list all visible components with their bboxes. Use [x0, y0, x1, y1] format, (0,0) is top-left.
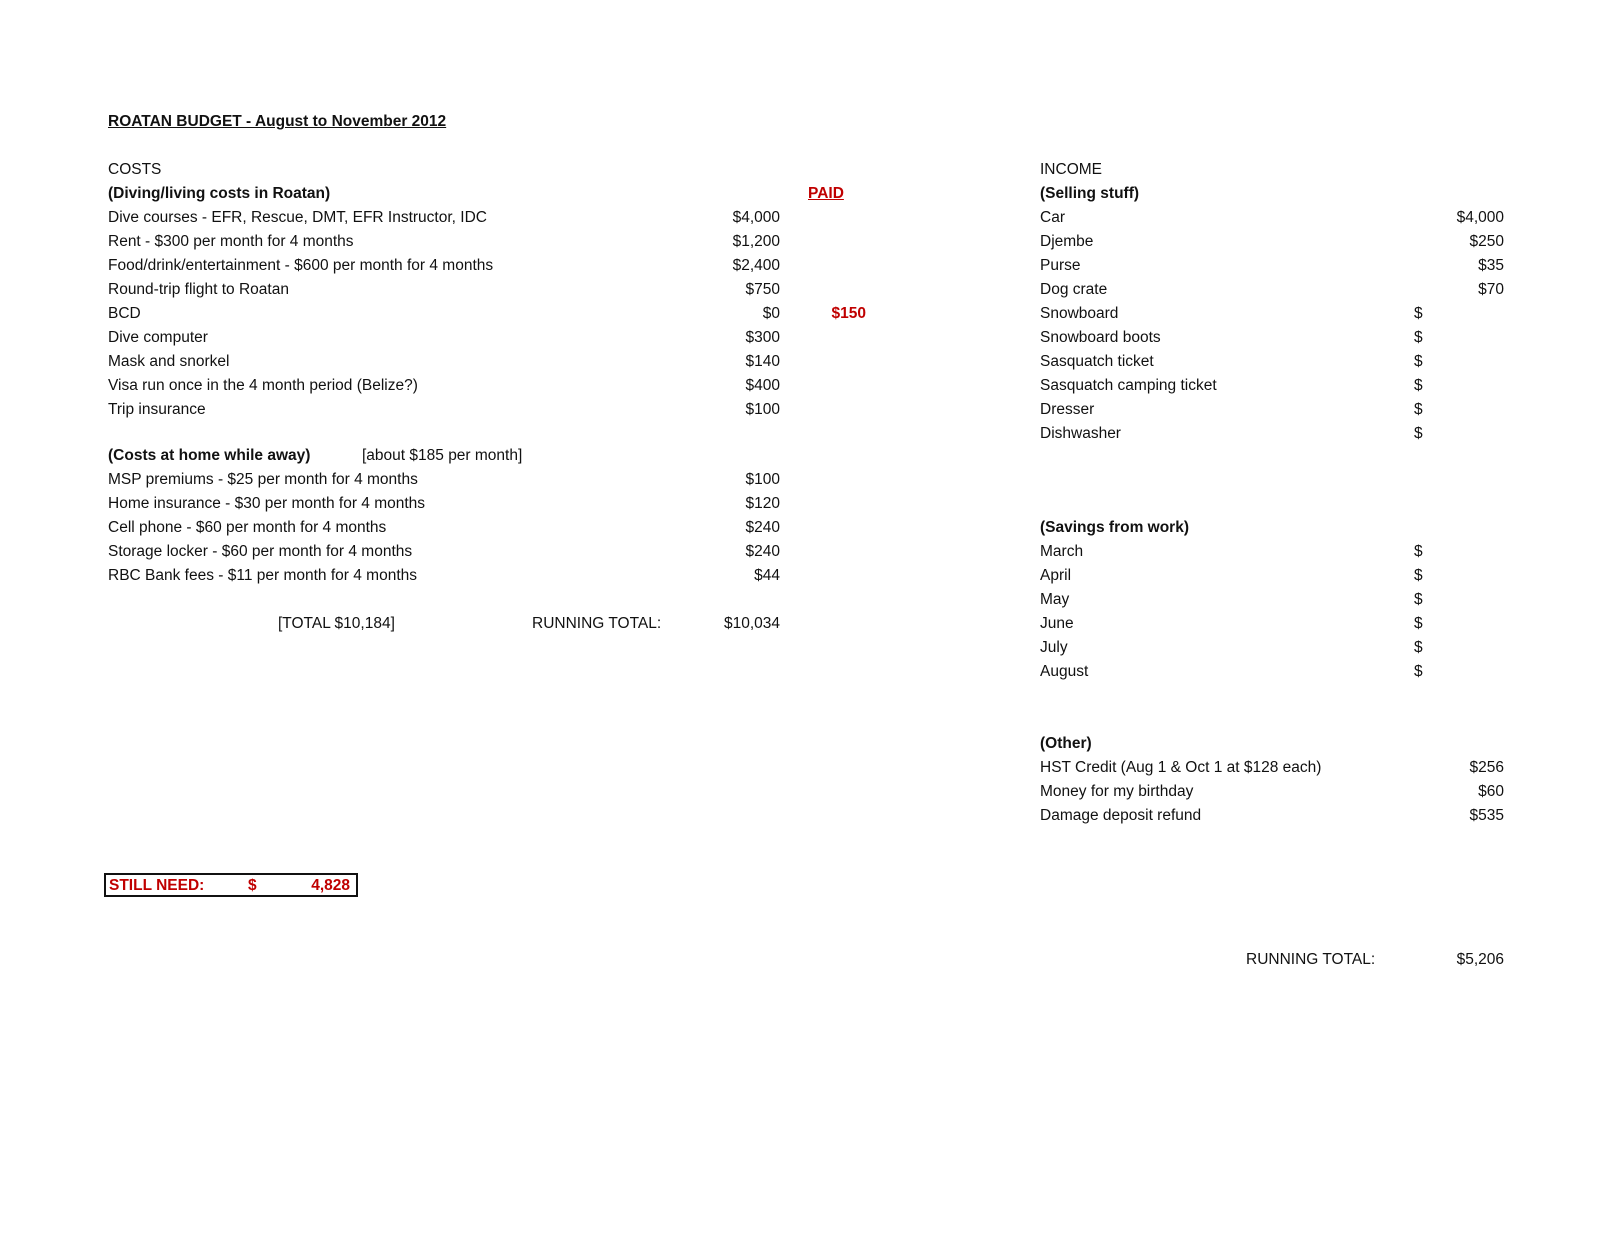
- cost-item-label: Rent - $300 per month for 4 months: [108, 233, 354, 250]
- savings-item-currency: $: [1414, 543, 1423, 560]
- cost-item-label: Cell phone - $60 per month for 4 months: [108, 519, 387, 536]
- still-need-box: [104, 873, 358, 897]
- cost-item-label: Mask and snorkel: [108, 353, 230, 370]
- income-item-label: Purse: [1040, 257, 1081, 274]
- still-need-currency: $: [248, 877, 257, 894]
- other-item-amount: $60: [1478, 783, 1504, 800]
- income-item-label: Dishwasher: [1040, 425, 1121, 442]
- still-need-label: STILL NEED:: [109, 877, 205, 894]
- cost-item-label: Storage locker - $60 per month for 4 months: [108, 543, 413, 560]
- cost-item-label: MSP premiums - $25 per month for 4 months: [108, 471, 418, 488]
- selling-section-heading: (Selling stuff): [1040, 185, 1140, 202]
- cost-item-label: RBC Bank fees - $11 per month for 4 months: [108, 567, 418, 584]
- other-item-label: HST Credit (Aug 1 & Oct 1 at $128 each): [1040, 759, 1322, 776]
- income-item-currency: $: [1414, 329, 1423, 346]
- savings-item-label: March: [1040, 543, 1084, 560]
- income-item-label: Sasquatch camping ticket: [1040, 377, 1217, 394]
- savings-item-currency: $: [1414, 663, 1423, 680]
- income-item-amount: $35: [1478, 257, 1504, 274]
- cost-item-amount: $300: [745, 329, 780, 346]
- income-item-label: Snowboard: [1040, 305, 1119, 322]
- income-item-label: Dresser: [1040, 401, 1095, 418]
- cost-item-label: BCD: [108, 305, 141, 322]
- cost-item-amount: $750: [745, 281, 780, 298]
- diving-section-heading: (Diving/living costs in Roatan): [108, 185, 331, 202]
- savings-item-currency: $: [1414, 567, 1423, 584]
- income-heading: INCOME: [1040, 161, 1102, 178]
- income-item-currency: $: [1414, 425, 1423, 442]
- income-running-total-label: RUNNING TOTAL:: [1246, 951, 1376, 968]
- income-item-label: Sasquatch ticket: [1040, 353, 1154, 370]
- cost-item-label: Trip insurance: [108, 401, 206, 418]
- cost-item-amount: $240: [745, 543, 780, 560]
- savings-item-currency: $: [1414, 639, 1423, 656]
- cost-item-label: Round-trip flight to Roatan: [108, 281, 289, 298]
- savings-item-label: June: [1040, 615, 1074, 632]
- savings-section-heading: (Savings from work): [1040, 519, 1189, 536]
- cost-item-amount: $0: [762, 305, 780, 322]
- cost-item-amount: $120: [745, 495, 780, 512]
- income-running-total-value: $5,206: [1456, 951, 1504, 968]
- cost-item-amount: $100: [745, 401, 780, 418]
- cost-item-amount: $2,400: [732, 257, 780, 274]
- cost-item-paid: $150: [831, 305, 866, 322]
- savings-item-label: April: [1040, 567, 1072, 584]
- income-item-amount: $4,000: [1456, 209, 1504, 226]
- cost-item-amount: $4,000: [732, 209, 780, 226]
- income-item-currency: $: [1414, 401, 1423, 418]
- income-item-label: Snowboard boots: [1040, 329, 1161, 346]
- page-title: ROATAN BUDGET - August to November 2012: [108, 113, 447, 130]
- cost-item-amount: $44: [754, 567, 780, 584]
- income-item-amount: $250: [1469, 233, 1504, 250]
- cost-item-amount: $240: [745, 519, 780, 536]
- paid-header: PAID: [808, 185, 844, 202]
- income-item-label: Dog crate: [1040, 281, 1108, 298]
- income-item-currency: $: [1414, 353, 1423, 370]
- savings-item-currency: $: [1414, 591, 1423, 608]
- still-need-value: 4,828: [311, 877, 350, 894]
- cost-item-amount: $400: [745, 377, 780, 394]
- income-item-label: Car: [1040, 209, 1065, 226]
- savings-item-label: July: [1040, 639, 1068, 656]
- income-item-label: Djembe: [1040, 233, 1094, 250]
- savings-item-label: August: [1040, 663, 1089, 680]
- other-item-label: Damage deposit refund: [1040, 807, 1202, 824]
- income-item-currency: $: [1414, 377, 1423, 394]
- cost-item-label: Food/drink/entertainment - $600 per month for 4 months: [108, 257, 494, 274]
- income-item-currency: $: [1414, 305, 1423, 322]
- cost-item-label: Home insurance - $30 per month for 4 months: [108, 495, 426, 512]
- cost-item-label: Visa run once in the 4 month period (Belize?): [108, 377, 418, 394]
- other-item-amount: $256: [1469, 759, 1504, 776]
- cost-item-label: Dive computer: [108, 329, 208, 346]
- cost-item-label: Dive courses - EFR, Rescue, DMT, EFR Instructor, IDC: [108, 209, 487, 226]
- cost-item-amount: $100: [745, 471, 780, 488]
- savings-item-currency: $: [1414, 615, 1423, 632]
- other-item-label: Money for my birthday: [1040, 783, 1194, 800]
- savings-item-label: May: [1040, 591, 1070, 608]
- income-item-amount: $70: [1478, 281, 1504, 298]
- costs-running-total-value: $10,034: [723, 615, 780, 632]
- home-section-note: [about $185 per month]: [362, 447, 523, 464]
- other-section-heading: (Other): [1040, 735, 1092, 752]
- other-item-amount: $535: [1469, 807, 1504, 824]
- costs-running-total-label: RUNNING TOTAL:: [532, 615, 662, 632]
- costs-heading: COSTS: [108, 161, 162, 178]
- costs-total-note: [TOTAL $10,184]: [278, 615, 395, 632]
- cost-item-amount: $140: [745, 353, 780, 370]
- cost-item-amount: $1,200: [732, 233, 780, 250]
- home-section-heading: (Costs at home while away): [108, 447, 311, 464]
